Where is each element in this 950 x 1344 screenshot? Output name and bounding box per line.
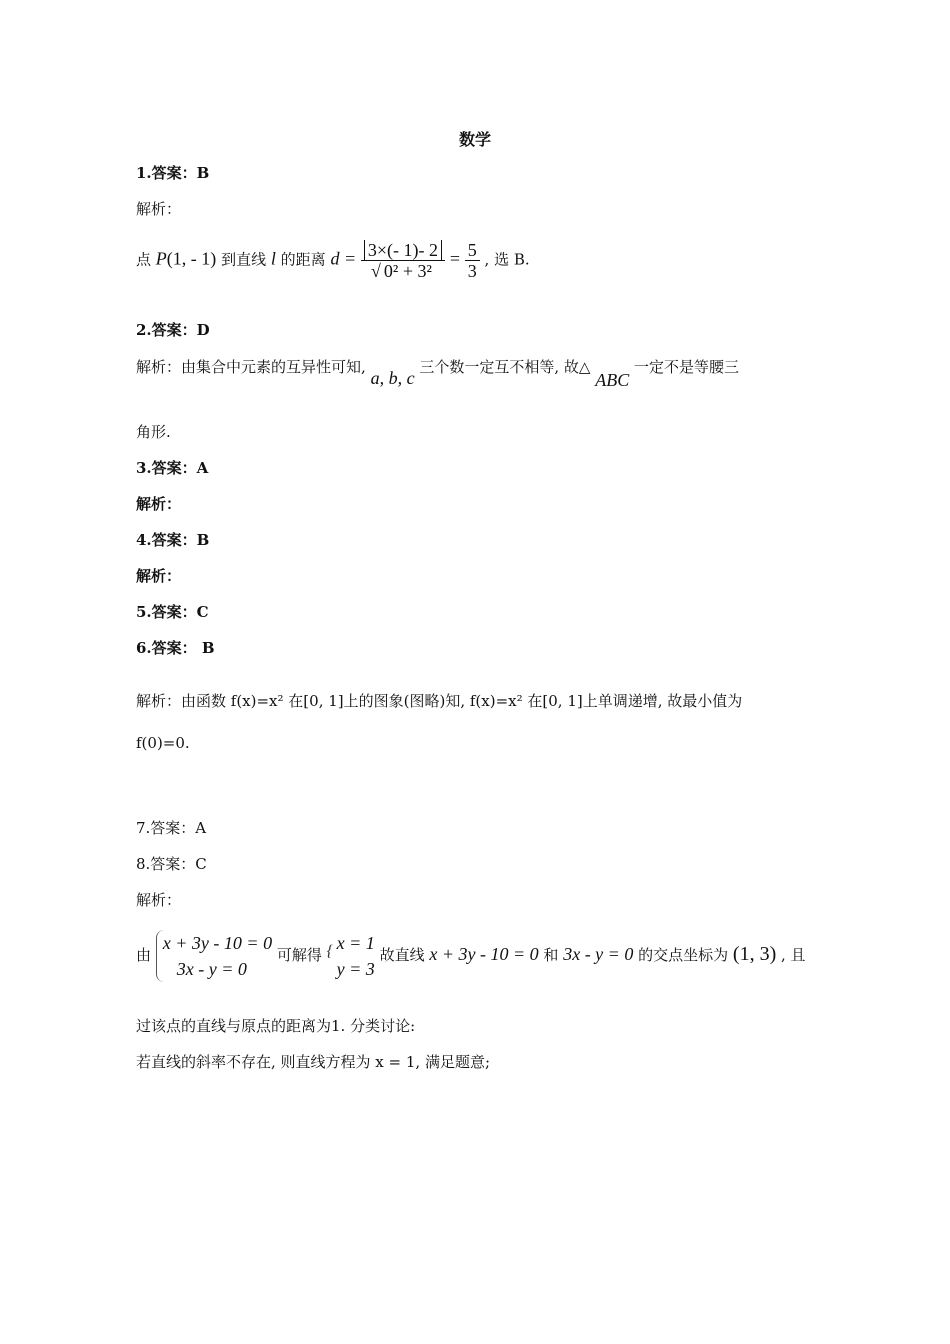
q1-text-mid2: 的距离 <box>280 250 326 269</box>
q3-analysis: 解析： <box>136 495 182 513</box>
q5-answer: 5.答案：C <box>136 603 209 621</box>
q8-equation-system <box>156 930 272 982</box>
q1-result-num: 5 <box>465 240 480 261</box>
q1-line: l <box>270 248 276 269</box>
q8-text-mid2: 故直线 <box>379 946 425 964</box>
page-title: 数学 <box>458 130 491 149</box>
q6-answer: 6.答案： B <box>136 639 215 657</box>
q2-triangle: ABC <box>595 370 630 390</box>
q1-fraction: $\frac{3\times(- 1)- 2}{\text{√ 0² + 3²}}$ <box>361 240 445 281</box>
q8-text-mid3: 的交点坐标为 <box>638 946 729 964</box>
q8-point: (1, 3) <box>732 943 777 965</box>
q8-analysis-label: 解析： <box>136 891 182 909</box>
q1-formula-line <box>136 240 530 281</box>
q8-system-line <box>136 930 806 982</box>
q1-point: P <box>155 248 167 269</box>
q8-solution-y: y = 3 <box>336 959 375 979</box>
q1-point-coords: (1, - 1) <box>166 248 217 269</box>
q8-system-eq1: x + 3y - 10 = 0 <box>162 933 273 953</box>
q4-answer: 4.答案：B <box>136 531 210 549</box>
q6-analysis: 解析：由函数 f(x)=x² 在[0, 1]上的图象(图略)知, f(x)=x² 在[0, 1]上单调递增, 故最小值为 <box>136 692 743 710</box>
q8-line3: 过该点的直线与原点的距离为1. 分类讨论: <box>136 1017 416 1035</box>
q1-numerator: 3×(- 1)- 2 <box>364 240 442 260</box>
q7-answer: 7.答案：A <box>136 819 207 837</box>
q8-line4: 若直线的斜率不存在, 则直线方程为 x = 1, 满足题意; <box>136 1053 491 1071</box>
q1-analysis-label: 解析： <box>136 200 182 218</box>
q1-result-den: 3 <box>467 261 477 281</box>
q8-line2: 3x - y = 0 <box>563 944 634 964</box>
q1-equals: = <box>449 248 460 269</box>
q8-solution <box>327 930 375 982</box>
q8-text-and: 和 <box>543 946 559 964</box>
q2-text-post: 一定不是等腰三 <box>633 358 739 376</box>
q1-text-post: , 选 B. <box>484 250 530 269</box>
q2-vars: a, b, c <box>370 368 415 388</box>
q2-analysis-pre: 解析：由集合中元素的互异性可知, <box>136 358 366 376</box>
q8-line1: x + 3y - 10 = 0 <box>429 944 539 964</box>
q8-text-mid: 可解得 <box>276 946 322 964</box>
q1-text-pre: 点 <box>136 250 152 269</box>
q8-text-pre: 由 <box>136 946 152 964</box>
q4-analysis: 解析： <box>136 567 182 585</box>
q1-result <box>465 240 480 281</box>
q2-analysis-line <box>136 356 739 390</box>
q2-continuation: 角形. <box>136 423 171 441</box>
q2-text-mid: 三个数一定互不相等, 故△ <box>419 358 591 376</box>
q6-continuation: f(0)=0. <box>136 734 190 752</box>
q8-solution-x: { x = 1 <box>336 933 375 953</box>
q2-answer: 2.答案：D <box>136 321 210 339</box>
q8-answer: 8.答案：C <box>136 855 207 873</box>
q1-text-mid: 到直线 <box>221 250 267 269</box>
q8-system-eq2: 3x - y = 0 <box>176 959 247 979</box>
q1-denominator: 0² + 3² <box>381 260 435 281</box>
q8-text-post: , 且 <box>781 946 806 964</box>
q1-d: d = <box>330 248 357 269</box>
q3-answer: 3.答案：A <box>136 459 209 477</box>
q1-answer: 1.答案：B <box>136 164 210 182</box>
